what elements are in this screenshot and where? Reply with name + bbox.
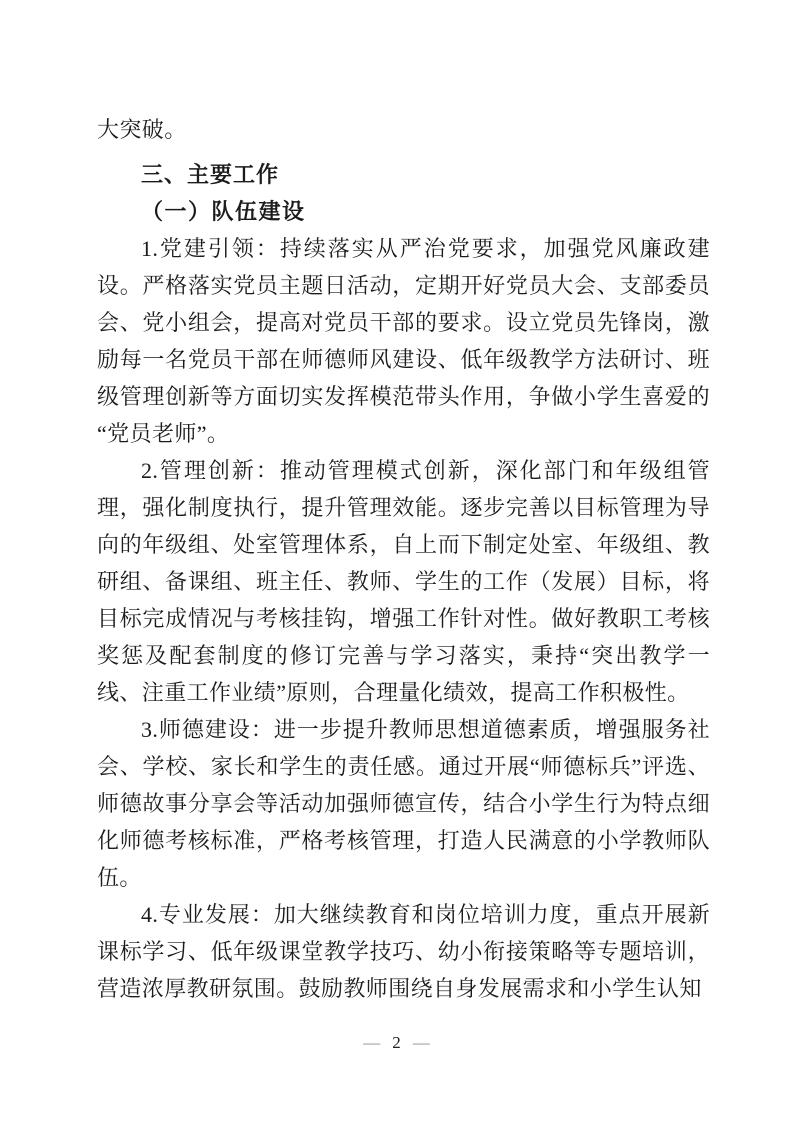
document-body xyxy=(97,111,710,1007)
paragraph-teacher-ethics: 3.师德建设：进一步提升教师思想道德素质，增强服务社会、学校、家长和学生的责任感。通过开展“师德标兵”评选、师德故事分享会等活动加强师德宣传，结合小学生行为特点细化师德考核标准，严格考核管理，打造人民满意的小学教师队伍。 xyxy=(97,717,710,890)
continuation-paragraph: 大突破。 xyxy=(97,117,187,142)
page-footer xyxy=(0,1031,793,1055)
page-number: 2 xyxy=(392,1033,401,1052)
paragraph-professional-development: 4.专业发展：加大继续教育和岗位培训力度，重点开展新课标学习、低年级课堂教学技巧、幼小衔接策略等专题培训，营造浓厚教研氛围。鼓励教师围绕自身发展需求和小学生认知 xyxy=(97,902,710,1001)
footer-right-dash: — xyxy=(412,1033,430,1052)
subsection-heading: （一）队伍建设 xyxy=(141,199,306,224)
footer-left-dash: — xyxy=(363,1033,381,1052)
section-heading: 三、主要工作 xyxy=(141,162,280,187)
paragraph-management-innovation: 2.管理创新：推动管理模式创新，深化部门和年级组管理，强化制度执行，提升管理效能。逐步完善以目标管理为导向的年级组、处室管理体系，自上而下制定处室、年级组、教研组、备课组、班主任、教师、学生的工作（发展）目标，将目标完成情况与考核挂钩，增强工作针对性。做好教职工考核奖惩及配套制度的修订完善与学习落实，秉持“突出教学一线、注重工作业绩”原则，合理量化绩效，提高工作积极性。 xyxy=(97,458,710,705)
paragraph-party-building: 1.党建引领：持续落实从严治党要求，加强党风廉政建设。严格落实党员主题日活动，定期开好党员大会、支部委员会、党小组会，提高对党员干部的要求。设立党员先锋岗，激励每一名党员干部在师德师风建设、低年级教学方法研讨、班级管理创新等方面切实发挥模范带头作用，争做小学生喜爱的“党员老师”。 xyxy=(97,236,710,446)
